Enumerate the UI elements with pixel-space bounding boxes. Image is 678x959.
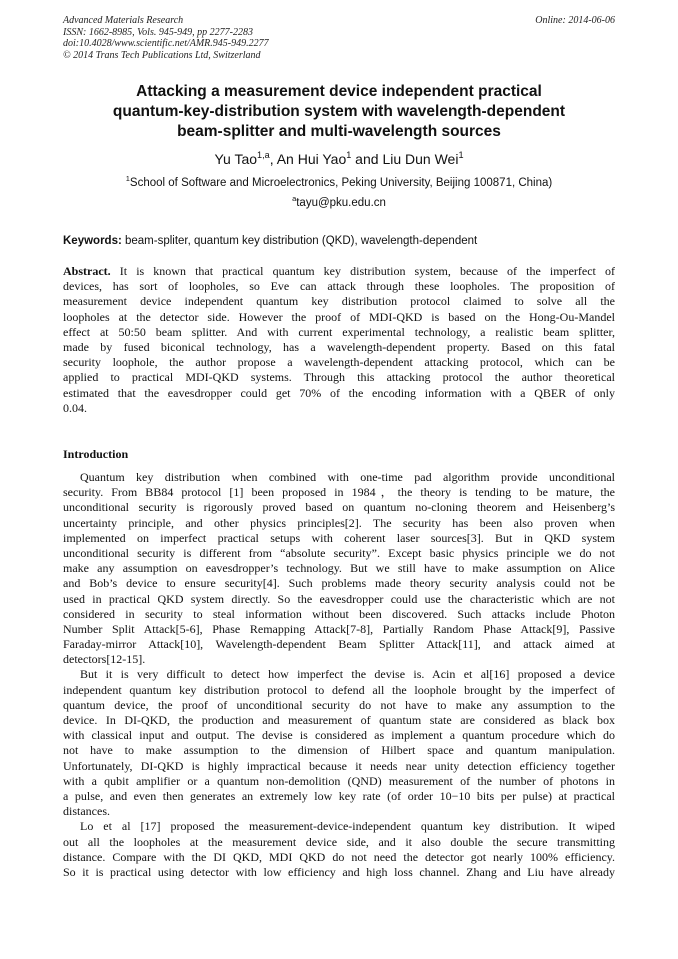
journal-name: Advanced Materials Research — [63, 15, 184, 26]
abstract-line: effect at 50:50 beam splitter. And with current experimental technology, a realistic beam splitter, — [63, 324, 615, 339]
intro-line: detectors[12-15]. — [63, 652, 146, 667]
abstract-line: made by fused biconical technology, has a wavelength-dependent property. Based on this fatal — [63, 339, 615, 354]
intro-line: a pulse, and even then generates an extremely low key rate (of order 10−10 bits per pulse) at practical — [63, 788, 615, 803]
section-heading-introduction: Introduction — [63, 447, 129, 461]
affiliation-superscript: 1 — [125, 174, 130, 184]
abstract — [63, 264, 615, 416]
author-separator: , — [269, 151, 277, 167]
intro-line: used in practical QKD system directly. So the eavesdropper could use the characteristic which are not — [63, 591, 615, 606]
intro-line: implemented on imperfect practical setups with coherent laser sources[3]. But in QKD system — [63, 530, 615, 545]
intro-line: Unfortunately, DI-QKD is highly impractical because it needs near unity detection efficiency together — [63, 758, 615, 773]
intro-line: distances. — [63, 804, 110, 819]
intro-line: Number Split Attack[5-6], Phase Remapping Attack[7-8], Partially Random Phase Attack[9], Passive — [63, 621, 615, 636]
affiliation-text: School of Software and Microelectronics, Peking University, Beijing 100871, China) — [129, 177, 553, 189]
intro-line: make any assumption on eavesdropper’s technology. But we still have to make assumption on Alice — [63, 561, 615, 576]
abstract-line: security loophole, the author propose a wavelength-dependent attacking protocol, which can be — [63, 355, 615, 370]
intro-line: Faraday-mirror Attack[10], Wavelength-dependent Beam Splitter Attack[11], and attack aimed at — [63, 637, 615, 652]
abstract-line: devices, has sort of loopholes, so Eve can attack through these loopholes. The proposition of — [63, 279, 615, 294]
intro-line: unconditional security is rigorously proved based on quantum no-cloning theorem and Heisenberg’s — [63, 500, 615, 515]
paper-title — [70, 82, 608, 142]
keywords-text: beam-spliter, quantum key distribution (QKD), wavelength-dependent — [121, 235, 478, 247]
intro-line: quantum device, the proof of unconditional security do not have to make any assumption to the — [63, 697, 615, 712]
affiliation — [50, 176, 628, 191]
intro-line: security. From BB84 protocol [1] been proposed in 1984，the theory is tending to be mature, the — [63, 485, 615, 500]
title-line: beam-splitter and multi-wavelength sources — [177, 123, 501, 140]
intro-line: So it is practical using detector with low efficiency and high loss channel. Zhang and Liu have already — [63, 864, 615, 879]
intro-line: and Bob’s device to ensure security[4]. Such problems made theory security analysis could not be — [63, 576, 615, 591]
online-date: Online: 2014-06-06 — [535, 15, 615, 26]
intro-line: distance. Compare with the DI QKD, MDI QKD do not need the detector got nearly 100% efficiency. — [63, 849, 615, 864]
intro-line: uncertainty principle, and other physics principles[2]. The security has been also proven when — [63, 515, 615, 530]
abstract-line: estimated that the eavesdropper could get 70% of the encoding information with a QBER of only — [63, 385, 615, 400]
keywords-label: Keywords: — [63, 235, 122, 247]
introduction-body — [63, 470, 615, 880]
intro-line: But it is very difficult to detect how imperfect the devise is. Acin et al[16] proposed a device — [80, 667, 615, 682]
issn-line: ISSN: 1662-8985, Vols. 945-949, pp 2277-2283 — [63, 26, 253, 38]
abstract-line-text: It is known that practical quantum key distribution system, because of the imperfect of — [110, 264, 615, 278]
author-superscript: 1,a — [257, 150, 270, 161]
intro-line: considered in security to steal information without been discovered. Such attacks include Photon — [63, 606, 615, 621]
keywords — [63, 234, 615, 249]
author-name: Liu Dun Wei — [382, 151, 459, 167]
abstract-line: measurement device independent quantum key distribution protocol claimed to solve all the — [63, 294, 615, 309]
journal-header — [63, 15, 463, 61]
title-line: quantum-key-distribution system with wavelength-dependent — [112, 103, 566, 120]
doi-line[interactable]: doi:10.4028/www.scientific.net/AMR.945-949.2277 — [63, 38, 269, 49]
copyright-line: © 2014 Trans Tech Publications Ltd, Switzerland — [63, 49, 261, 61]
author-superscript: 1 — [458, 150, 464, 161]
title-line: Attacking a measurement device independent practical — [136, 83, 542, 100]
author-name: An Hui Yao — [276, 151, 347, 167]
intro-line: Quantum key distribution when combined with one-time pad algorithm provide unconditional — [80, 470, 615, 484]
intro-line: Lo et al [17] proposed the measurement-device-independent quantum key distribution. It wiped — [80, 819, 615, 834]
author-separator: and — [351, 151, 383, 167]
intro-line: with classical input and output. The devise is considered as implement a quantum procedure which do — [63, 728, 615, 743]
abstract-line: 0.04. — [63, 400, 87, 415]
author-superscript: 1 — [346, 150, 352, 161]
abstract-line — [63, 264, 615, 279]
intro-line: not have to make assumption to the dimension of Hilbert space and quantum manipulation. — [63, 743, 615, 758]
email-link[interactable]: tayu@pku.edu.cn — [296, 197, 386, 209]
abstract-line: loopholes at the detector side. However the proof of MDI-QKD is based on the Hong-Ou-Mandel — [63, 309, 615, 324]
author-list — [70, 150, 608, 168]
intro-line: device. In DI-QKD, the production and measurement of quantum state are considered as black box — [63, 713, 615, 727]
abstract-line: applied to practical MDI-QKD systems. Through this attacking protocol the author theoretical — [63, 370, 615, 385]
abstract-label: Abstract. — [63, 264, 111, 278]
intro-line: unconditional security is different from “absolute security”. Except basic physics principle we do not — [63, 545, 615, 560]
email-superscript: a — [292, 194, 297, 204]
intro-line: out all the loopholes at the measurement device side, and it also double the secure transmitting — [63, 834, 615, 849]
author-email — [70, 196, 608, 211]
intro-line: independent quantum key distribution protocol to defend all the loophole brought by the imperfect of — [63, 682, 615, 697]
intro-line: with a qubit amplifier or a quantum non-demolition (QND) measurement of the number of photons in — [63, 773, 615, 788]
author-name: Yu Tao — [214, 151, 258, 167]
